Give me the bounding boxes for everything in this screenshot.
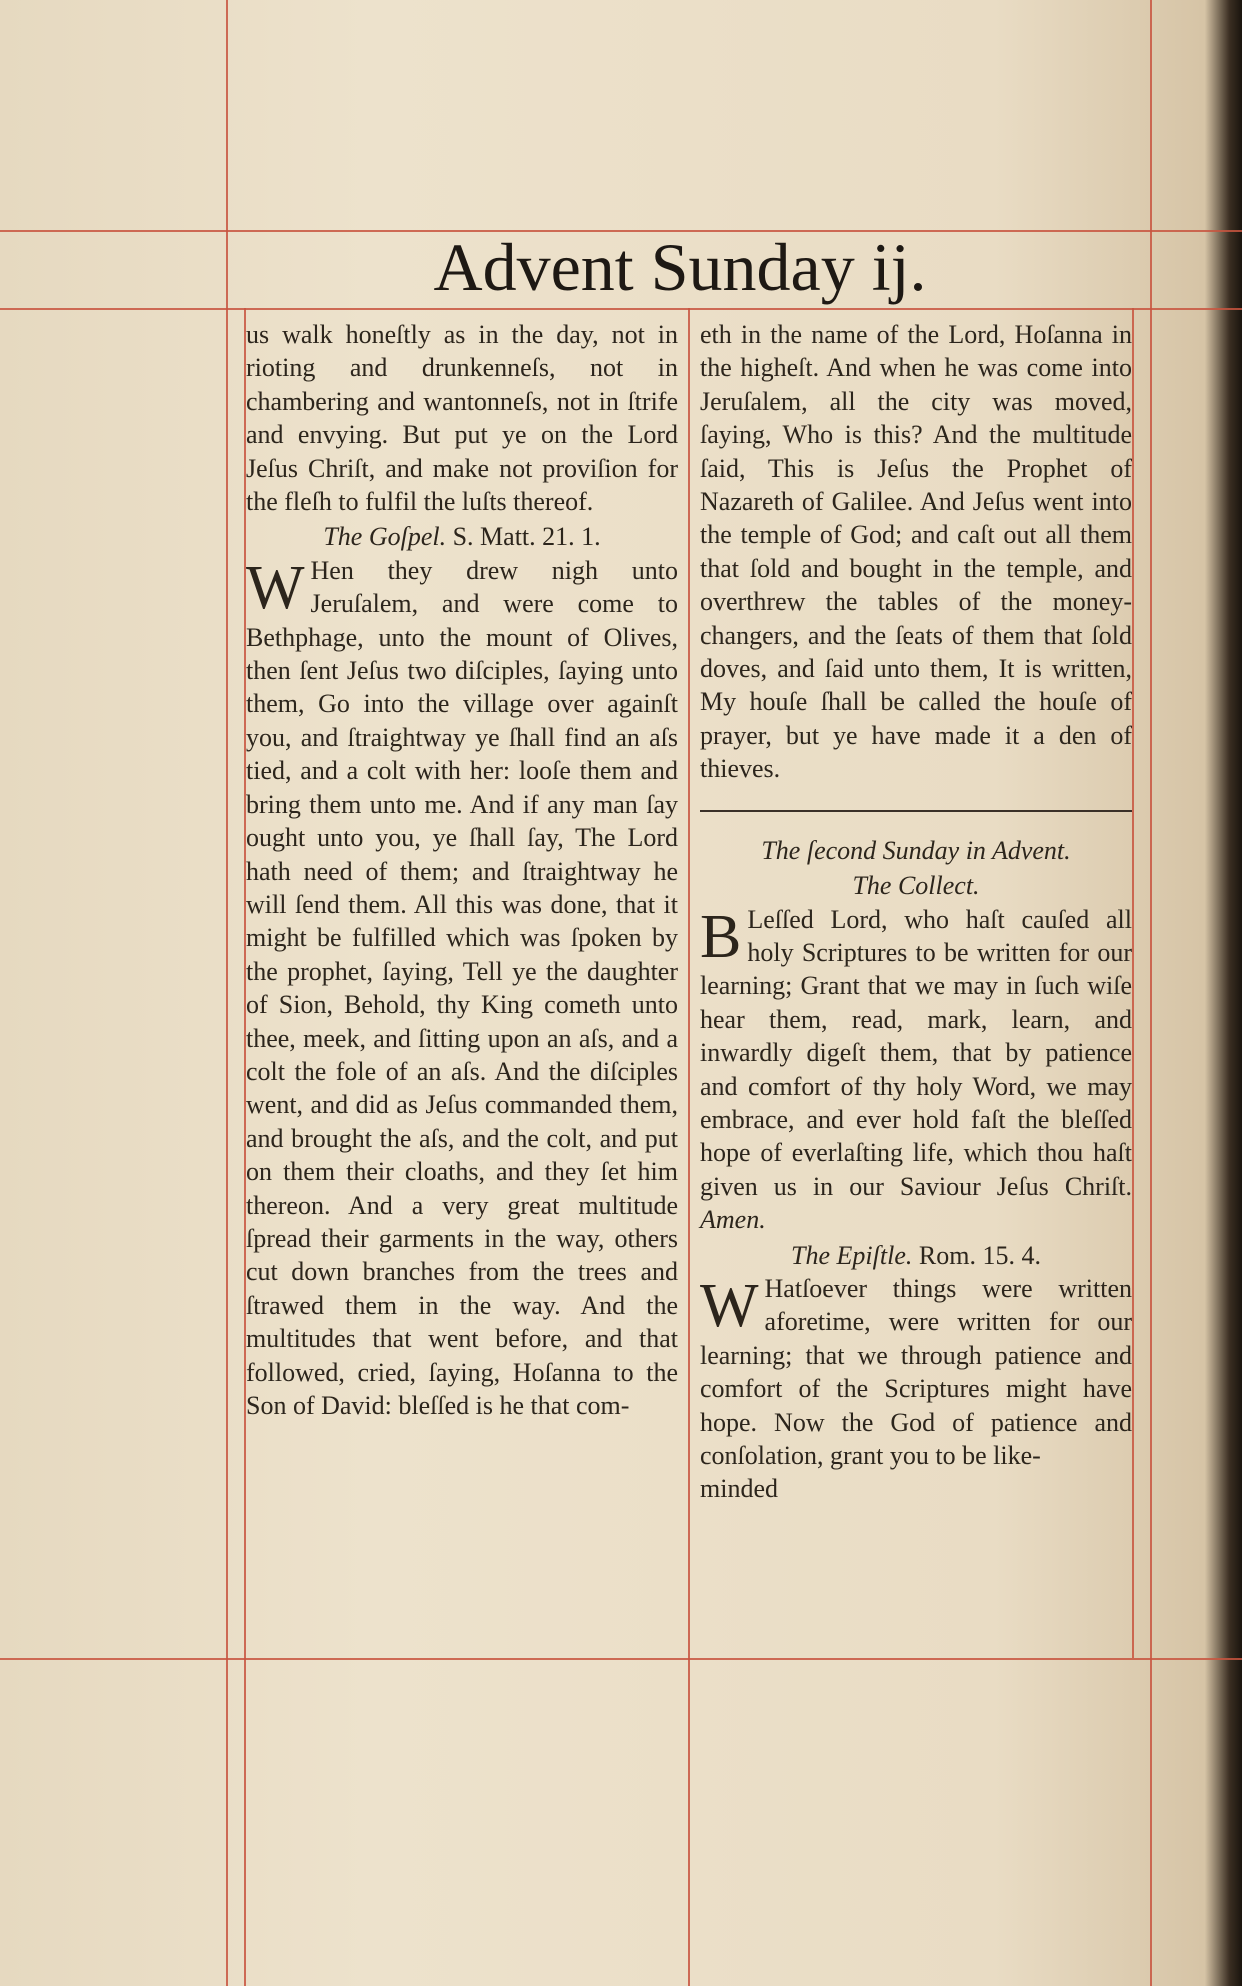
collect-text: Leſſed Lord, who haſt cauſed all holy Scriptures to be written for our learning; Grant that we may in ſuch wiſe hear them, read, mark, learn, and inwardly digeſt them, that by patience and comfort of thy holy Word, we may embrace, and ever hold faſt the bleſſed hope of everlaſting life, which thou haſt given us in our Saviour Jeſus Chriſt. <box>700 904 1132 1201</box>
left-continuation-text: us walk honeſtly as in the day, not in rioting and drunkenneſs, not in chambering and wantonneſs, not in ſtrife and envying. But put ye on the Lord Jeſus Chriſt, and make not proviſion for the fleſh to fulfil the luſts thereof. <box>246 320 678 517</box>
epistle-heading <box>700 1239 1132 1272</box>
collect-dropcap: B <box>700 902 742 971</box>
page-title: Advent Sunday ij. <box>433 229 927 305</box>
catchword: minded <box>700 1474 778 1504</box>
collect-heading: The Collect. <box>852 871 980 901</box>
gospel-heading <box>246 520 678 553</box>
section-divider <box>700 810 1132 812</box>
gospel-heading-label: The Goſpel. <box>323 522 447 552</box>
amen-text: Amen. <box>700 1205 766 1235</box>
right-continuation-text: eth in the name of the Lord, Hoſanna in the higheſt. And when he was come into Jeruſalem, all the city was moved, ſaying, Who is this? And the multitude ſaid, This is Jeſus the Prophet of Nazareth of Galilee. And Jeſus went into the temple of God; and caſt out all them that ſold and bought in the temple, and overthrew the tables of the money-changers, and the ſeats of them that ſold doves, and ſaid unto them, It is written, My houſe ſhall be called the houſe of prayer, but ye have made it a den of thieves. <box>700 320 1132 784</box>
left-column <box>246 318 678 1422</box>
epistle-paragraph <box>700 1272 1132 1472</box>
rule-right-margin <box>1150 0 1152 1986</box>
section-title: The ſecond Sunday in Advent. <box>761 835 1071 865</box>
rule-bottom <box>0 1658 1242 1660</box>
rule-right-inner <box>1132 308 1134 1658</box>
gospel-reference: S. Matt. 21. 1. <box>452 522 601 552</box>
gospel-dropcap: W <box>246 553 305 622</box>
epistle-heading-label: The Epiſtle. <box>791 1240 913 1270</box>
right-column <box>700 318 1132 1506</box>
rule-center <box>688 308 690 1986</box>
gospel-text: Hen they drew nigh unto Jeruſalem, and were come to Bethphage, unto the mount of Olives, then ſent Jeſus two diſciples, ſaying unto them, Go into the village over againſt you, and ſtraightway ye ſhall find an aſs tied, and a colt with her: looſe them and bring them unto me. And if any man ſay ought unto you, ye ſhall ſay, The Lord hath need of them; and ſtraightway he will ſend them. All this was done, that it might be fulfilled which was ſpoken by the prophet, ſaying, Tell ye the daughter of Sion, Behold, thy King cometh unto thee, meek, and ſitting upon an aſs, and a colt the fole of an aſs. And the diſciples went, and did as Jeſus commanded them, and brought the aſs, and the colt, and put on them their cloaths, and they ſet him thereon. And a very great multitude ſpread their garments in the way, others cut down branches from the trees and ſtrawed them in the way. And the multitudes that went before, and that followed, cried, ſaying, Hoſanna to the Son of David: bleſſed is he that com- <box>246 555 678 1420</box>
epistle-reference: Rom. 15. 4. <box>918 1240 1041 1270</box>
epistle-dropcap: W <box>700 1271 759 1340</box>
epistle-text: Hatſoever things were written aforetime, were written for our learning; that we through patience and comfort of the Scriptures might have hope. Now the God of patience and conſolation, grant you to be like- <box>700 1273 1132 1470</box>
gospel-paragraph <box>246 554 678 1423</box>
rule-left-margin <box>226 0 228 1986</box>
collect-paragraph <box>700 903 1132 1237</box>
